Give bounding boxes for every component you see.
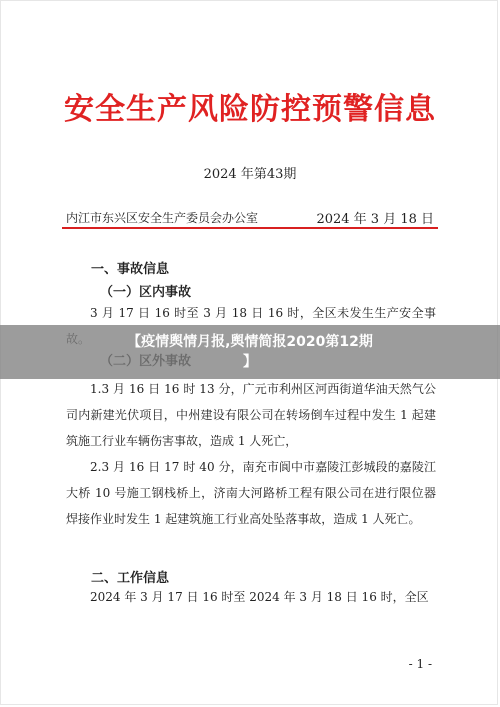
- banner-title-line-2: 】: [243, 354, 257, 370]
- subsection-title-local: （一）区内事故: [100, 285, 192, 300]
- page-number: - 1 -: [408, 657, 432, 671]
- paragraph-work-info: 2024 年 3 月 17 日 16 时至 2024 年 3 月 18 日 16 时，全区: [90, 590, 429, 604]
- issue-date: 2024 年 3 月 18 日: [316, 212, 434, 227]
- issue-number: 2024 年第43期: [203, 167, 297, 182]
- document-headline: 安全生产风险防控预警信息: [64, 92, 436, 127]
- paragraph-external-accident-1: 1.3 月 16 日 16 时 13 分，广元市利州区河西街道华油天然气公司内新建光伏项目，中州建设有限公司在转场倒车过程中发生 1 起建筑施工行业车辆伤害事故，造成 1 人死亡，: [66, 382, 436, 448]
- red-divider: [62, 227, 438, 229]
- section-title-work-info: 二、工作信息: [91, 571, 170, 586]
- paragraph-external-accident-2: 2.3 月 16 日 17 时 40 分，南充市阆中市嘉陵江彭城段的嘉陵江大桥 10 号施工钢栈桥上，济南大河路桥工程有限公司在进行限位器焊接作业时发生 1 起建筑施工行业高处坠落事故，造成 1 人死亡。: [66, 460, 436, 526]
- banner-title[interactable]: [0, 332, 500, 372]
- issuer-name: 内江市东兴区安全生产委员会办公室: [66, 211, 259, 225]
- banner-title-line-1: 【疫情舆情月报,舆情简报2020第12期: [127, 334, 373, 350]
- section-title-accident-info: 一、事故信息: [91, 262, 170, 277]
- paragraph-local-accidents: 3 月 17 日 16 时至 3 月 18 日 16 时，全区未发生生产安全事: [90, 306, 436, 320]
